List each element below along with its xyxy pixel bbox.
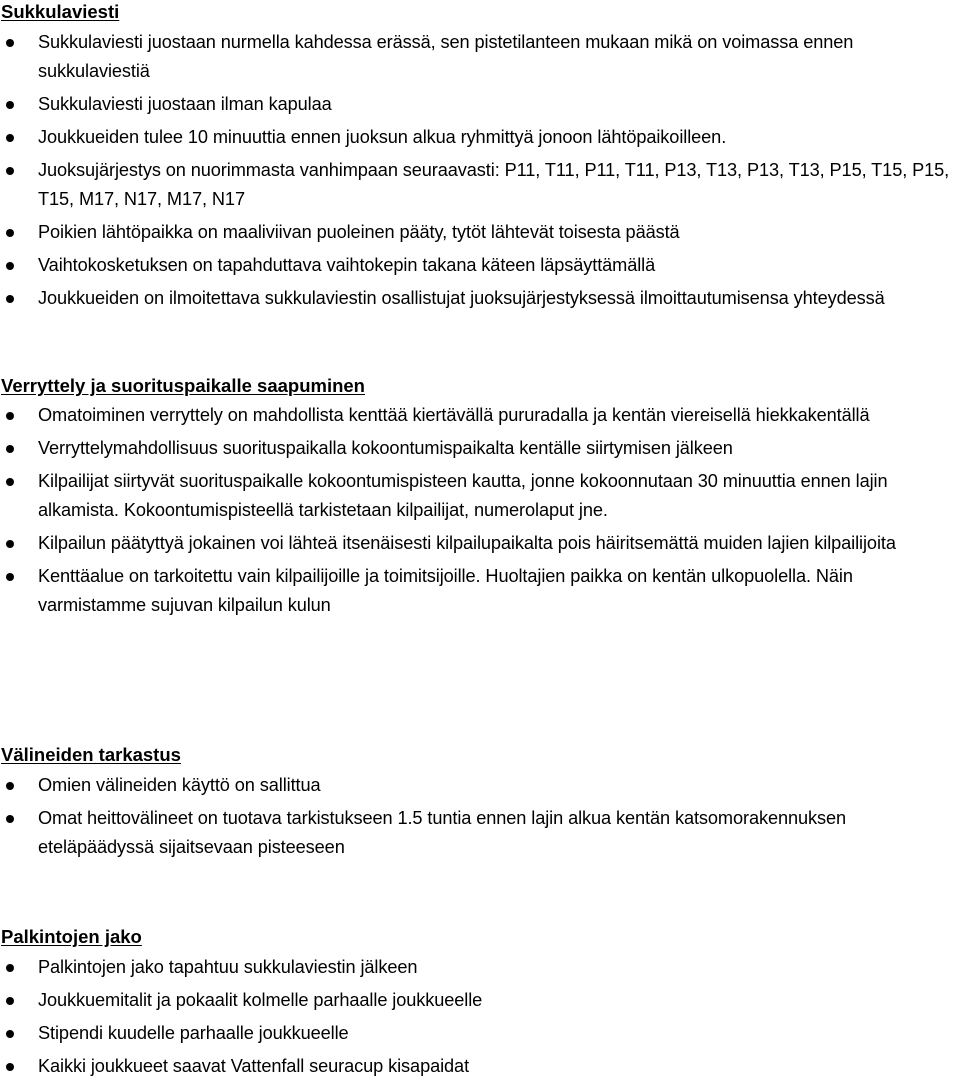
- list-item: [0, 28, 960, 86]
- list-item-text: Poikien lähtöpaikka on maaliviivan puoleinen pääty, tytöt lähtevät toisesta päästä: [38, 222, 680, 242]
- section-sukkulaviesti: [0, 0, 960, 313]
- list-item: [0, 771, 960, 800]
- list-item-text: Vaihtokosketuksen on tapahduttava vaihtokepin takana käteen läpsäyttämällä: [38, 255, 656, 275]
- bullet-list: [0, 401, 960, 620]
- bullet-icon: [6, 167, 14, 175]
- list-item-text: Palkintojen jako tapahtuu sukkulaviestin jälkeen: [38, 957, 418, 977]
- list-item: [0, 401, 960, 430]
- list-item: [0, 467, 960, 525]
- section-heading: Palkintojen jako: [1, 926, 142, 947]
- bullet-icon: [6, 1063, 14, 1071]
- list-item-text: Sukkulaviesti juostaan ilman kapulaa: [38, 94, 332, 114]
- list-item-text: Kilpailun päätyttyä jokainen voi lähteä itsenäisesti kilpailupaikalta pois häiritsemättä muiden lajien kilpailijoita: [38, 533, 896, 553]
- list-item-text: Omat heittovälineet on tuotava tarkistukseen 1.5 tuntia ennen lajin alkua kentän katsomorakennuksen eteläpäädyssä sijaitsevaan pisteeseen: [38, 808, 847, 857]
- bullet-list: [0, 771, 960, 862]
- bullet-icon: [6, 1030, 14, 1038]
- list-item-text: Joukkueiden tulee 10 minuuttia ennen juoksun alkua ryhmittyä jonoon lähtöpaikoilleen.: [38, 127, 727, 147]
- list-item: [0, 90, 960, 119]
- section-heading: Verryttely ja suorituspaikalle saapuminen: [1, 375, 365, 396]
- bullet-icon: [6, 134, 14, 142]
- section-valineiden-tarkastus: [0, 743, 960, 862]
- section-heading: Sukkulaviesti: [1, 1, 120, 22]
- list-item: [0, 804, 960, 862]
- list-item: [0, 218, 960, 247]
- bullet-icon: [6, 964, 14, 972]
- list-item: [0, 953, 960, 982]
- list-item-text: Omien välineiden käyttö on sallittua: [38, 775, 321, 795]
- list-item-text: Verryttelymahdollisuus suorituspaikalla kokoontumispaikalta kentälle siirtymisen jälkeen: [38, 438, 733, 458]
- bullet-icon: [6, 412, 14, 420]
- bullet-icon: [6, 782, 14, 790]
- list-item-text: Joukkueiden on ilmoitettava sukkulaviestin osallistujat juoksujärjestyksessä ilmoittautumisensa yhteydessä: [38, 288, 885, 308]
- bullet-icon: [6, 540, 14, 548]
- list-item: [0, 529, 960, 558]
- list-item: [0, 123, 960, 152]
- list-item-text: Stipendi kuudelle parhaalle joukkueelle: [38, 1023, 349, 1043]
- section-heading: Välineiden tarkastus: [1, 744, 181, 765]
- list-item-text: Joukkuemitalit ja pokaalit kolmelle parhaalle joukkueelle: [38, 990, 483, 1010]
- bullet-icon: [6, 573, 14, 581]
- list-item: [0, 1019, 960, 1048]
- bullet-list: [0, 953, 960, 1081]
- list-item-text: Omatoiminen verryttely on mahdollista kenttää kiertävällä pururadalla ja kentän viereisellä hiekkakentällä: [38, 405, 870, 425]
- list-item: [0, 562, 960, 620]
- bullet-icon: [6, 229, 14, 237]
- list-item: [0, 284, 960, 313]
- list-item-text: Kaikki joukkueet saavat Vattenfall seuracup kisapaidat: [38, 1056, 470, 1076]
- bullet-icon: [6, 815, 14, 823]
- list-item-text: Sukkulaviesti juostaan nurmella kahdessa erässä, sen pistetilanteen mukaan mikä on voimassa ennen sukkulaviestiä: [38, 32, 854, 81]
- bullet-icon: [6, 478, 14, 486]
- bullet-icon: [6, 39, 14, 47]
- bullet-icon: [6, 997, 14, 1005]
- section-verryttely: [0, 374, 960, 620]
- list-item: [0, 434, 960, 463]
- list-item-text: Juoksujärjestys on nuorimmasta vanhimpaan seuraavasti: P11, T11, P11, T11, P13, T13, P13, T13, P15, T15, P15, T15, M17, N17, M17, N17: [38, 160, 950, 209]
- bullet-icon: [6, 445, 14, 453]
- list-item: [0, 1052, 960, 1081]
- bullet-icon: [6, 101, 14, 109]
- bullet-icon: [6, 295, 14, 303]
- list-item: [0, 251, 960, 280]
- bullet-list: [0, 28, 960, 313]
- section-palkintojen-jako: [0, 925, 960, 1081]
- list-item-text: Kilpailijat siirtyvät suorituspaikalle kokoontumispisteen kautta, jonne kokoonnutaan 30 minuuttia ennen lajin alkamista. Kokoontumispisteellä tarkistetaan kilpailijat, numerolaput jne.: [38, 471, 888, 520]
- bullet-icon: [6, 262, 14, 270]
- list-item-text: Kenttäalue on tarkoitettu vain kilpailijoille ja toimitsijoille. Huoltajien paikka on kentän ulkopuolella. Näin varmistamme sujuvan kilpailun kulun: [38, 566, 853, 615]
- list-item: [0, 986, 960, 1015]
- list-item: [0, 156, 960, 214]
